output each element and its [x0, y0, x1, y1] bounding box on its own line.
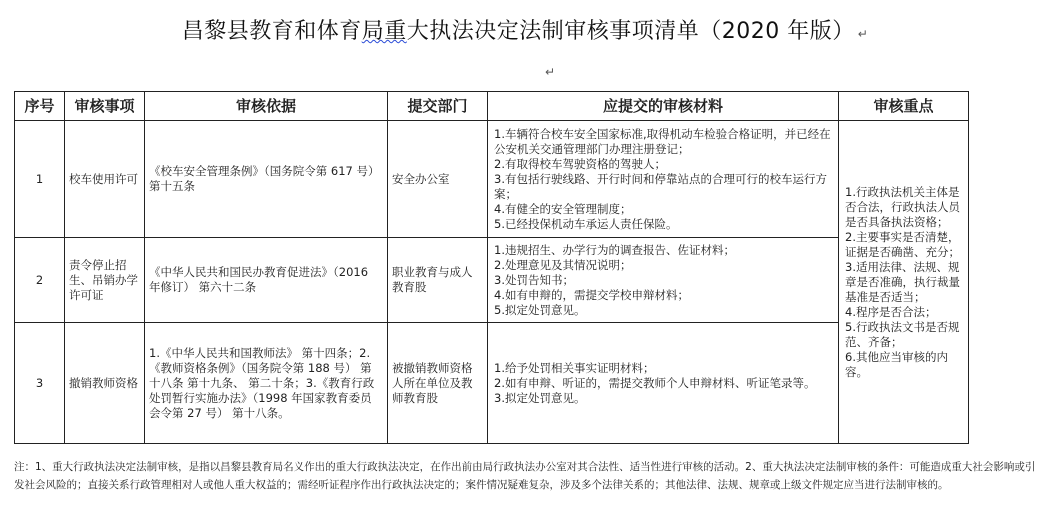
materials-cell — [488, 121, 839, 238]
table-row — [15, 121, 969, 238]
material-line: 3.拟定处罚意见。 — [494, 390, 586, 405]
review-item: 责令停止招生、吊销办学许可证 — [65, 238, 145, 323]
submit-dept: 被撤销教师资格人所在单位及教师教育股 — [388, 323, 488, 444]
review-item: 撤销教师资格 — [65, 323, 145, 444]
key-point: 2.主要事实是否清楚，证据是否确凿、充分； — [845, 229, 960, 259]
header-dept: 提交部门 — [388, 92, 488, 121]
header-materials: 应提交的审核材料 — [488, 92, 839, 121]
material-line: 2.如有申辩、听证的，需提交教师个人申辩材料、听证笔录等。 — [494, 375, 816, 390]
submit-dept: 安全办公室 — [388, 121, 488, 238]
material-line: 3.处罚告知书； — [494, 272, 574, 287]
key-points-cell — [839, 121, 969, 444]
key-point: 3.适用法律、法规、规章是否准确，执行裁量基准是否适当； — [845, 259, 960, 304]
material-line: 1.违规招生、办学行为的调查报告、佐证材料； — [494, 242, 735, 257]
material-line: 1.给予处罚相关事实证明材料； — [494, 360, 655, 375]
page-title — [0, 14, 1050, 45]
title-prefix: 昌黎县教育和体育 — [181, 19, 362, 44]
material-line: 2.处理意见及其情况说明； — [494, 257, 632, 272]
row-number: 2 — [15, 238, 65, 323]
material-line: 4.有健全的安全管理制度； — [494, 201, 632, 216]
material-line: 4.如有申辩的，需提交学校申辩材料； — [494, 287, 689, 302]
review-basis: 1.《中华人民共和国教师法》 第十四条；2.《教师资格条例》（国务院令第 188 号） 第十八条 第十九条、 第二十条；3.《教育行政处罚暂行实施办法》（1998 年国家教育委员会令第 27 号） 第十八条。 — [145, 323, 388, 444]
title-underlined: 局重 — [361, 19, 407, 44]
review-basis: 《中华人民共和国民办教育促进法》（2016 年修订） 第六十二条 — [145, 238, 388, 323]
review-basis: 《校车安全管理条例》（国务院令第 617 号）第十五条 — [145, 121, 388, 238]
paragraph-mark-icon: ↵ — [857, 27, 869, 41]
submit-dept: 职业教育与成人教育股 — [388, 238, 488, 323]
material-line: 5.拟定处罚意见。 — [494, 302, 586, 317]
material-line: 3.有包括行驶线路、开行时间和停靠站点的合理可行的校车运行方案； — [494, 171, 827, 201]
material-line: 5.已经投保机动车承运人责任保险。 — [494, 216, 678, 231]
header-basis: 审核依据 — [145, 92, 388, 121]
key-point: 6.其他应当审核的内容。 — [845, 349, 948, 379]
header-keypoints: 审核重点 — [839, 92, 969, 121]
row-number: 1 — [15, 121, 65, 238]
review-item: 校车使用许可 — [65, 121, 145, 238]
key-point: 4.程序是否合法； — [845, 304, 937, 319]
material-line: 1.车辆符合校车安全国家标准,取得机动车检验合格证明，并已经在公安机关交通管理部门办理注册登记； — [494, 126, 831, 156]
header-no: 序号 — [15, 92, 65, 121]
key-point: 1.行政执法机关主体是否合法，行政执法人员是否具备执法资格； — [845, 184, 960, 229]
paragraph-mark-icon: ↵ — [545, 65, 556, 79]
material-line: 2.有取得校车驾驶资格的驾驶人； — [494, 156, 666, 171]
table-header-row — [15, 92, 969, 121]
title-suffix: 大执法决定法制审核事项清单（2020 年版） — [406, 19, 855, 44]
materials-cell — [488, 238, 839, 323]
table-row — [15, 323, 969, 444]
footnote: 注：1、重大行政执法决定法制审核，是指以昌黎县教育局名义作出的重大行政执法决定，在作出前由局行政执法办公室对其合法性、适当性进行审核的活动。2、重大执法决定法制审核的条件：可能造成重大社会影响或引发社会风险的；直接关系行政管理相对人或他人重大权益的；需经听证程序作出行政执法决定的；案件情况疑难复杂，涉及多个法律关系的；其他法律、法规、规章或上级文件规定应当进行法制审核的。 — [14, 461, 1036, 491]
header-item: 审核事项 — [65, 92, 145, 121]
materials-cell — [488, 323, 839, 444]
review-table — [14, 91, 969, 444]
row-number: 3 — [15, 323, 65, 444]
key-point: 5.行政执法文书是否规范、齐备； — [845, 319, 960, 349]
table-row — [15, 238, 969, 323]
